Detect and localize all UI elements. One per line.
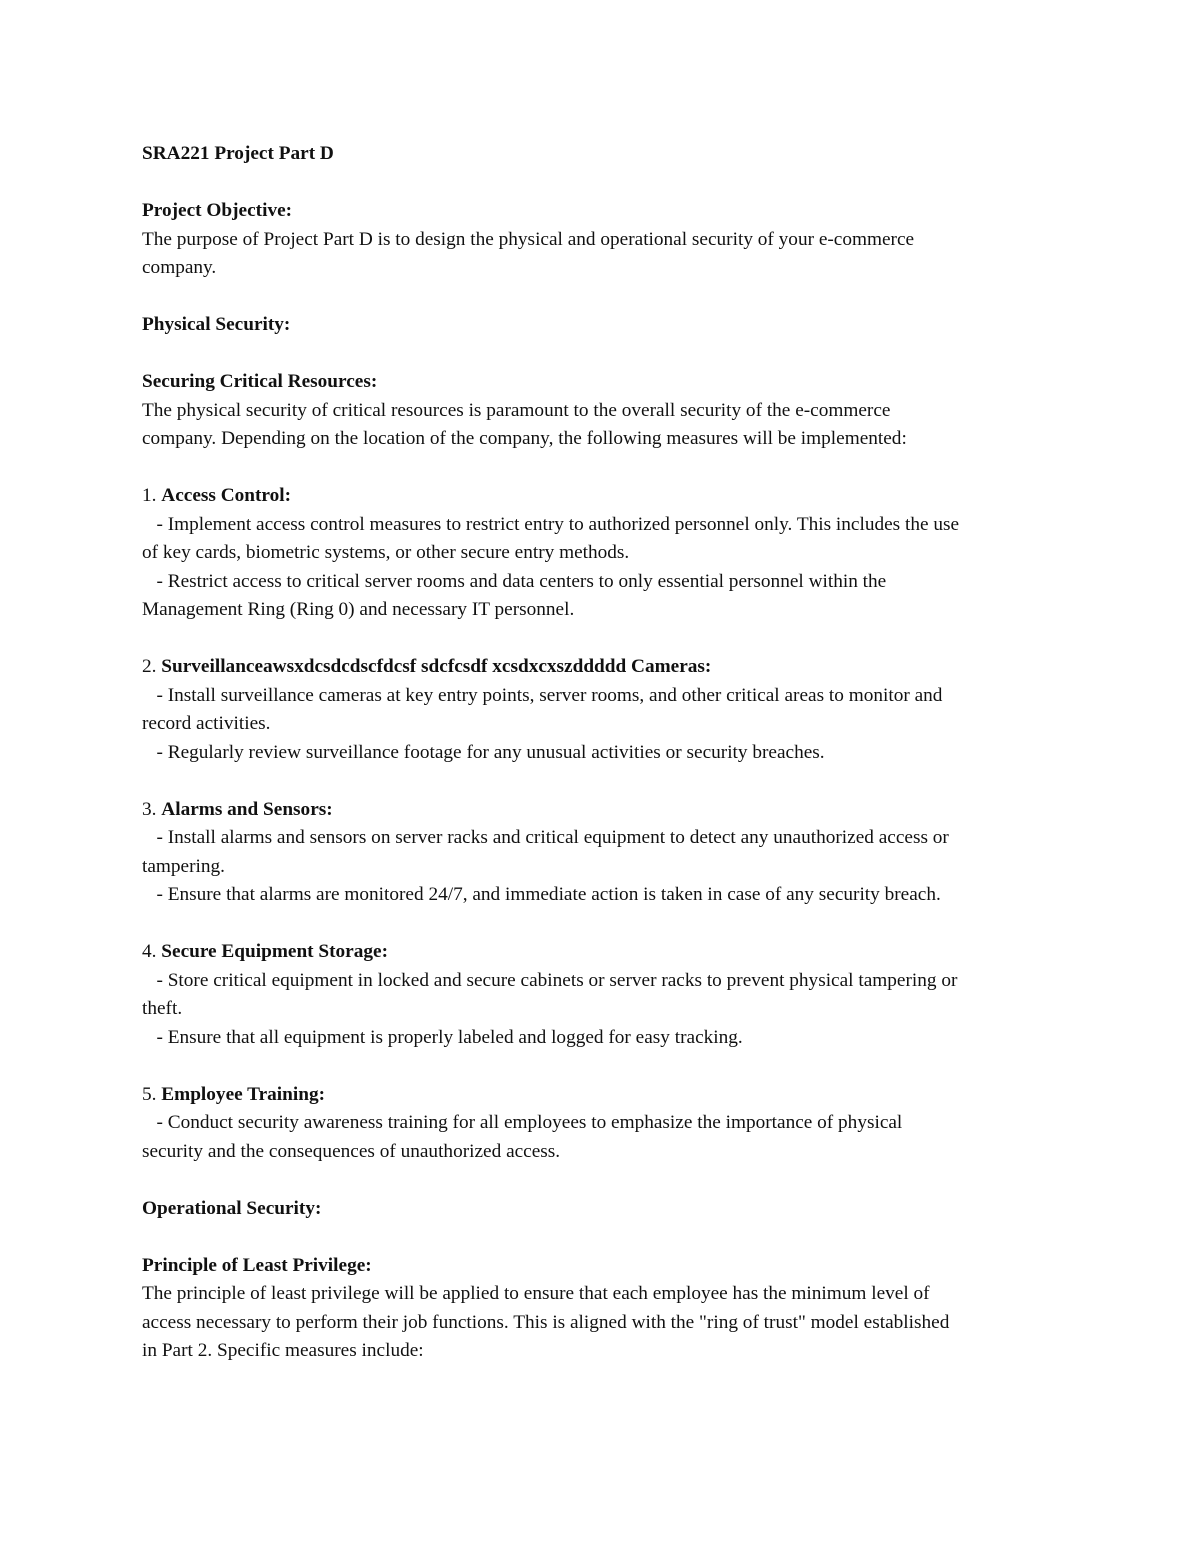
document-page	[142, 140, 1072, 1366]
objective-paragraph	[142, 226, 1072, 283]
list-item-line: of key cards, biometric systems, or other secure entry methods.	[142, 542, 630, 563]
list-item-line: - Conduct security awareness training for all employees to emphasize the importance of physical	[142, 1112, 903, 1133]
list-number: 3.	[142, 798, 162, 820]
list-item-employee-training	[142, 1081, 1072, 1167]
document-title: SRA221 Project Part D	[142, 143, 334, 164]
list-item-line: - Implement access control measures to restrict entry to authorized personnel only. This includes the use	[142, 513, 960, 535]
list-item-line: - Ensure that all equipment is properly labeled and logged for easy tracking.	[142, 1026, 743, 1048]
list-item-heading-line	[142, 653, 1072, 682]
paragraph-line: in Part 2. Specific measures include:	[142, 1340, 424, 1361]
list-item-heading: Access Control:	[161, 485, 292, 506]
list-item-line: - Ensure that alarms are monitored 24/7, and immediate action is taken in case of any security breach.	[142, 884, 941, 905]
physical-security-heading: Physical Security:	[142, 314, 291, 335]
spacer	[142, 1223, 1072, 1252]
operational-security-heading: Operational Security:	[142, 1197, 322, 1219]
list-item-line: security and the consequences of unauthorized access.	[142, 1140, 561, 1162]
list-item-line: - Restrict access to critical server rooms and data centers to only essential personnel within the	[142, 570, 887, 592]
spacer	[142, 1166, 1072, 1195]
list-item-line: - Install surveillance cameras at key entry points, server rooms, and other critical areas to monitor and	[142, 684, 943, 706]
paragraph-line: The principle of least privilege will be applied to ensure that each employee has the minimum level of	[142, 1283, 930, 1304]
spacer	[142, 169, 1072, 198]
spacer	[142, 454, 1072, 483]
paragraph-line: The physical security of critical resources is paramount to the overall security of the e-commerce	[142, 399, 891, 421]
list-item-line: Management Ring (Ring 0) and necessary IT personnel.	[142, 599, 575, 620]
list-item-heading: Surveillanceawsxdcsdcdscfdcsf sdcfcsdf xcsdxcxszddddd Cameras:	[161, 656, 712, 677]
list-item-alarms-sensors	[142, 796, 1072, 910]
list-number: 1.	[142, 485, 162, 506]
list-item-heading: Secure Equipment Storage:	[161, 941, 389, 962]
list-item-line: tampering.	[142, 855, 225, 877]
spacer	[142, 340, 1072, 369]
list-item-heading-line	[142, 796, 1072, 825]
list-number: 4.	[142, 941, 162, 962]
spacer	[142, 767, 1072, 796]
paragraph-line: access necessary to perform their job functions. This is aligned with the "ring of trust" model established	[142, 1311, 950, 1333]
objective-heading: Project Objective:	[142, 200, 293, 221]
list-item-line: - Regularly review surveillance footage for any unusual activities or security breaches.	[142, 741, 825, 763]
list-item-heading-line	[142, 1081, 1072, 1110]
paragraph-line: The purpose of Project Part D is to design the physical and operational security of your e-commerce	[142, 228, 915, 250]
list-number: 2.	[142, 656, 162, 677]
least-privilege-heading: Principle of Least Privilege:	[142, 1254, 372, 1276]
list-item-equipment-storage	[142, 938, 1072, 1052]
list-item-line: - Install alarms and sensors on server racks and critical equipment to detect any unauthorized access or	[142, 827, 949, 848]
spacer	[142, 283, 1072, 312]
list-item-surveillance-cameras	[142, 653, 1072, 767]
spacer	[142, 1052, 1072, 1081]
securing-resources-heading: Securing Critical Resources:	[142, 371, 378, 392]
paragraph-line: company.	[142, 257, 217, 278]
list-item-heading: Alarms and Sensors:	[161, 798, 333, 820]
list-item-access-control	[142, 482, 1072, 625]
spacer	[142, 910, 1072, 939]
list-item-heading: Employee Training:	[161, 1083, 326, 1105]
least-privilege-paragraph	[142, 1280, 1072, 1366]
list-number: 5.	[142, 1083, 162, 1105]
list-item-line: - Store critical equipment in locked and secure cabinets or server racks to prevent physical tampering or	[142, 969, 958, 991]
list-item-heading-line	[142, 482, 1072, 511]
list-item-line: theft.	[142, 998, 183, 1019]
spacer	[142, 625, 1072, 654]
list-item-line: record activities.	[142, 713, 271, 734]
securing-resources-paragraph	[142, 397, 1072, 454]
paragraph-line: company. Depending on the location of the company, the following measures will be implemented:	[142, 428, 907, 449]
list-item-heading-line	[142, 938, 1072, 967]
